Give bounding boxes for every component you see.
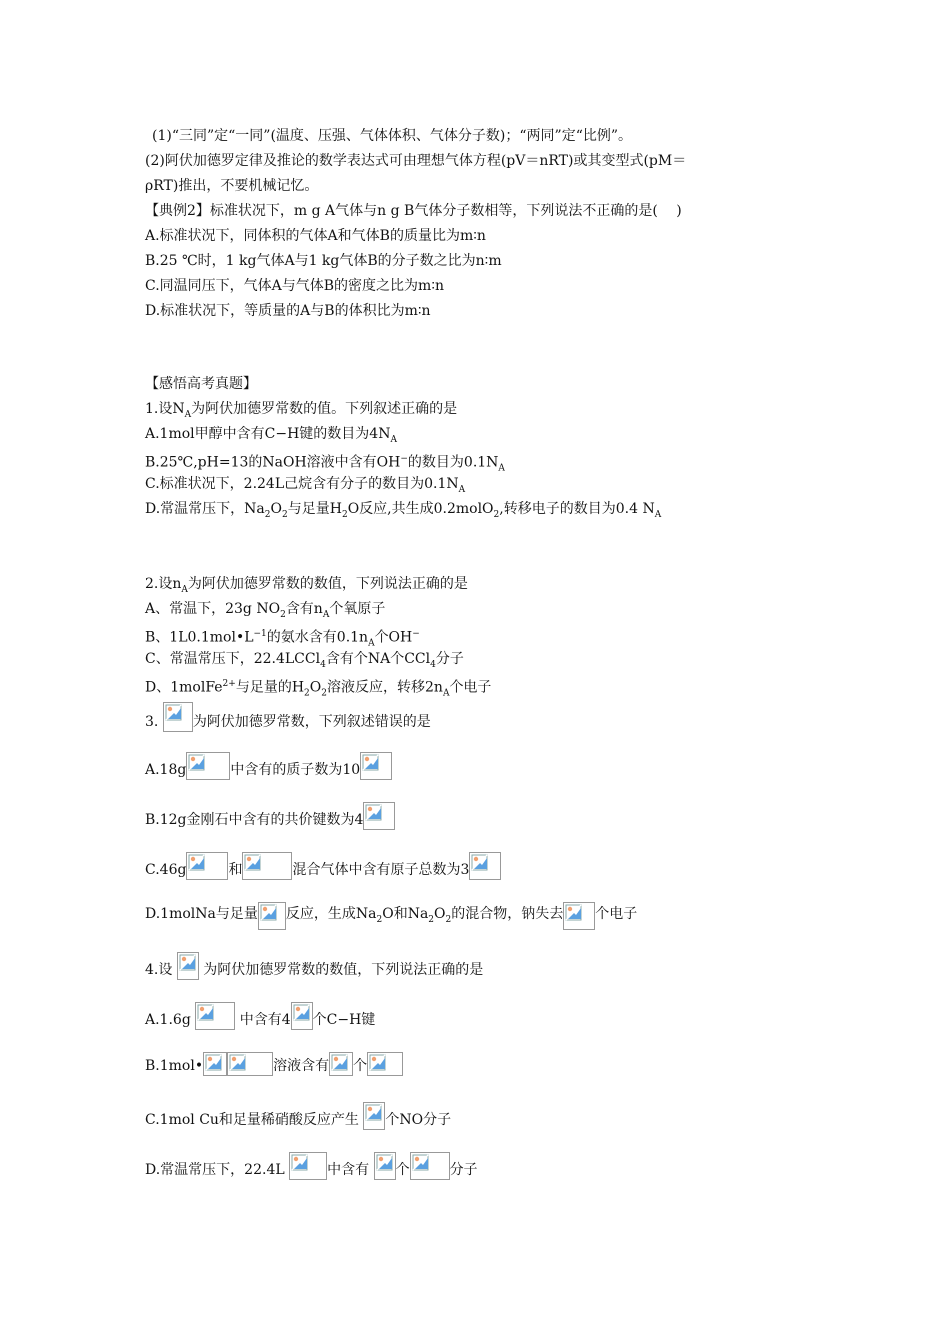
broken-image-icon	[195, 1002, 235, 1030]
q3-option-b: B.12g金刚石中含有的共价键数为4	[145, 802, 395, 830]
q2-option-d: D、1molFe$^{2+}$与足量的$H_2O_2$溶液反应，转移$2n_A$个电子	[145, 679, 492, 699]
q4-option-a: A.1.6g 中含有4 个C−H键	[145, 1002, 375, 1030]
broken-image-icon	[289, 1152, 327, 1180]
broken-image-icon	[374, 1152, 396, 1180]
q3-option-a: A.18g 中含有的质子数为10	[145, 752, 392, 780]
broken-image-icon	[227, 1052, 273, 1076]
q3-option-c: C.46g 和 混合气体中含有原子总数为3	[145, 852, 501, 880]
broken-image-icon	[186, 852, 228, 880]
broken-image-icon	[360, 752, 392, 780]
broken-image-icon	[242, 852, 292, 880]
q1-option-a: A.1mol甲醇中含有C−H键的数目为$4N_A$	[145, 426, 397, 445]
q2-stem: 2.设$n_A$为阿伏加德罗常数的数值，下列说法正确的是	[145, 576, 468, 595]
q4-option-d: D.常温常压下，22.4L 中含有 个 分子	[145, 1152, 478, 1180]
example2-option-c: C.同温同压下，气体A与气体B的密度之比为m∶n	[145, 278, 444, 294]
broken-image-icon	[563, 902, 595, 930]
broken-image-icon	[177, 952, 199, 980]
q3-stem: 3. 为阿伏加德罗常数，下列叙述错误的是	[145, 702, 431, 732]
q2-option-c: C、常温常压下，22.4LCCl$_4$含有个NA个CCl$_4$分子	[145, 651, 464, 670]
broken-image-icon	[163, 702, 193, 732]
broken-image-icon	[363, 802, 395, 830]
q2-option-a: A、常温下，23g $NO_2$含有$n_A$个氧原子	[145, 601, 386, 620]
q4-option-b: B.1mol• 溶液含有 个	[145, 1052, 403, 1076]
q3-option-d: D.1molNa与足量 反应，生成$Na_2O$和$Na_2O_2$的混合物，钠失去 个电子	[145, 902, 637, 930]
q4-option-c: C.1mol Cu和足量稀硝酸反应产生 个NO分子	[145, 1102, 451, 1130]
q1-option-c: C.标准状况下，2.24L己烷含有分子的数目为$0.1N_A$	[145, 476, 466, 495]
broken-image-icon	[258, 902, 286, 930]
broken-image-icon	[410, 1152, 450, 1180]
example2-stem: 【典例2】标准状况下，m g A气体与n g B气体分子数相等，下列说法不正确的是( )	[145, 203, 682, 219]
example2-option-a: A.标准状况下，同体积的气体A和气体B的质量比为m∶n	[145, 228, 486, 244]
broken-image-icon	[203, 1052, 227, 1076]
q1-stem: 1.设$N_A$为阿伏加德罗常数的值。下列叙述正确的是	[145, 401, 458, 420]
q1-option-d: D.常温常压下，$Na_2O_2$与足量$H_2O$反应,共生成0.2molO$_2$,转移电子的数目为0.4 $N_A$	[145, 501, 662, 520]
broken-image-icon	[186, 752, 230, 780]
q2-option-b: B、$1L0.1mol•L^{-1}$的氨水含有$0.1n_A$个OH−	[145, 629, 420, 649]
broken-image-icon	[329, 1052, 353, 1076]
section-title: 【感悟高考真题】	[145, 376, 257, 392]
note-1: (1)“三同”定“一同”(温度、压强、气体体积、气体分子数)；“两同”定“比例”。	[152, 128, 633, 144]
note-2b: ρRT)推出，不要机械记忆。	[145, 178, 319, 194]
broken-image-icon	[291, 1002, 313, 1030]
example2-option-d: D.标准状况下，等质量的A与B的体积比为m∶n	[145, 303, 431, 319]
broken-image-icon	[363, 1102, 385, 1130]
example2-option-b: B.25 ℃时，1 kg气体A与1 kg气体B的分子数之比为n∶m	[145, 253, 502, 269]
q4-stem: 4.设 为阿伏加德罗常数的数值，下列说法正确的是	[145, 952, 483, 980]
broken-image-icon	[469, 852, 501, 880]
q1-option-b: B.25℃,pH=13的NaOH溶液中含有OH−的数目为$0.1N_A$	[145, 454, 505, 474]
note-2a: (2)阿伏加德罗定律及推论的数学表达式可由理想气体方程(pV＝nRT)或其变型式(pM＝	[145, 153, 687, 169]
broken-image-icon	[367, 1052, 403, 1076]
